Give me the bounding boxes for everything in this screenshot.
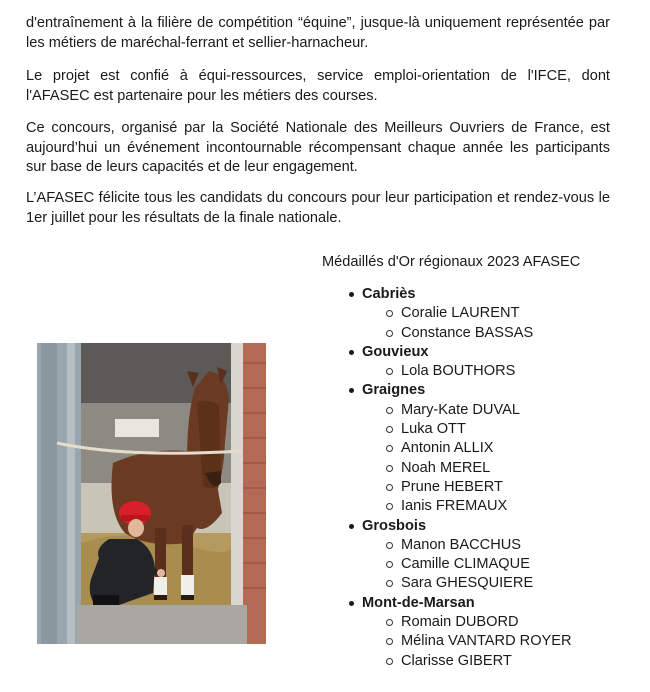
city-item [362, 381, 572, 516]
person-item: Mary-Kate DUVAL [401, 401, 572, 420]
city-item [362, 517, 572, 594]
person-item: Clarisse GIBERT [401, 652, 572, 671]
person-item: Mélina VANTARD ROYER [401, 632, 572, 651]
person-item: Lola BOUTHORS [401, 362, 572, 381]
paragraph-intro: d'entraînement à la filière de compétition “équine”, jusque-là uniquement représentée par les métiers de maréchal-ferrant et sellier-harnacheur. [26, 15, 610, 51]
person-item: Noah MEREL [401, 459, 572, 478]
paragraph-contest: Ce concours, organisé par la Société Nationale des Meilleurs Ouvriers de France, est aujourd’hui un événement incontournable récompensant chaque année les participants sur base de leurs capacités et de leur engagement. [26, 120, 610, 175]
paragraph-congratulations: L’AFASEC félicite tous les candidats du concours pour leur participation et rendez-vous le 1er juillet pour les résultats de la finale nationale. [26, 190, 610, 226]
city-item [362, 285, 572, 343]
person-list [362, 362, 572, 381]
person-item: Ianis FREMAUX [401, 497, 572, 516]
person-list [362, 401, 572, 517]
person-list [362, 613, 572, 671]
stable-horse-photo [37, 343, 266, 644]
city-item [362, 343, 572, 382]
medalists-list [362, 285, 572, 671]
paragraph-project: Le projet est confié à équi-ressources, service emploi-orientation de l'IFCE, dont l'AFASEC est partenaire pour les métiers des courses. [26, 68, 610, 104]
person-item: Luka OTT [401, 420, 572, 439]
person-list [362, 536, 572, 594]
person-item: Prune HEBERT [401, 478, 572, 497]
city-name: Gouvieux [362, 343, 429, 360]
person-item: Romain DUBORD [401, 613, 572, 632]
city-item [362, 594, 572, 671]
person-item: Sara GHESQUIERE [401, 574, 572, 593]
person-item: Coralie LAURENT [401, 304, 572, 323]
person-item: Antonin ALLIX [401, 439, 572, 458]
city-name: Grosbois [362, 517, 427, 534]
person-item: Constance BASSAS [401, 324, 572, 343]
medals-title: Médaillés d'Or régionaux 2023 AFASEC [322, 254, 581, 270]
city-name: Cabriès [362, 286, 416, 302]
city-name: Graignes [362, 382, 426, 399]
person-item: Manon BACCHUS [401, 536, 572, 555]
person-item: Camille CLIMAQUE [401, 555, 572, 574]
city-name: Mont-de-Marsan [362, 594, 475, 611]
person-list [362, 304, 572, 343]
